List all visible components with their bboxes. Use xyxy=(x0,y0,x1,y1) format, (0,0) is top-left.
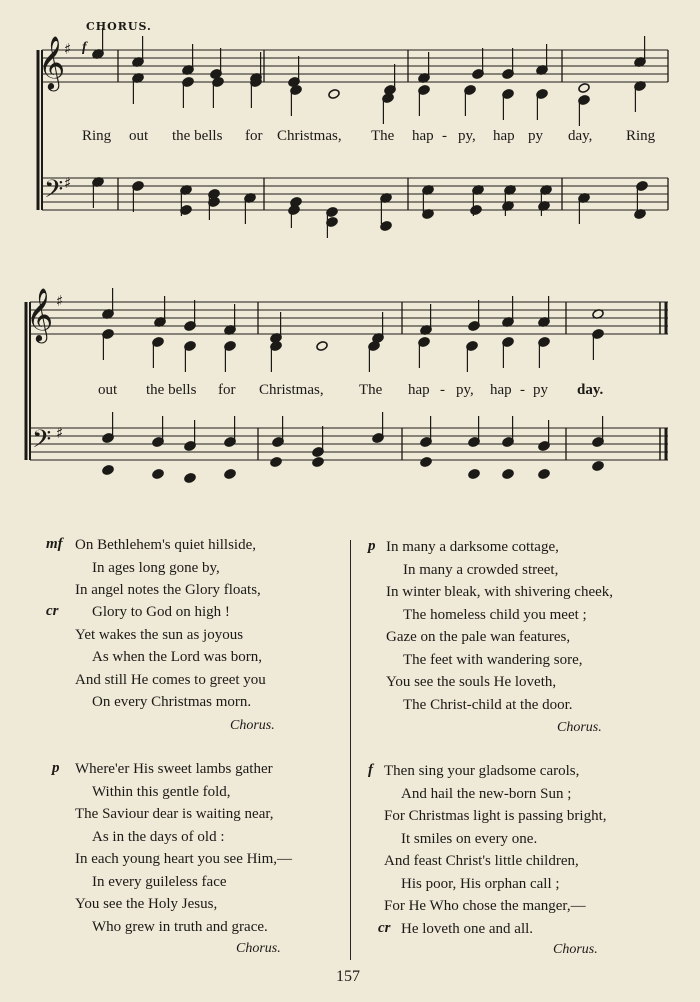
lyric-word: day, xyxy=(568,128,593,144)
note-head xyxy=(470,205,482,216)
verse-line: In angel notes the Glory floats, xyxy=(75,582,261,598)
note-head xyxy=(312,457,324,468)
chorus-tag: Chorus. xyxy=(553,942,598,957)
key-signature-sharp: ♯ xyxy=(64,40,72,58)
note-head xyxy=(152,469,164,480)
key-signature-sharp: ♯ xyxy=(56,292,64,310)
lyric-word: hap xyxy=(493,128,515,144)
verse-line: Where'er His sweet lambs gather xyxy=(75,761,273,777)
lyric-word: hap xyxy=(490,382,512,398)
verse-line: In winter bleak, with shivering cheek, xyxy=(386,584,614,600)
lyric-word: The xyxy=(359,382,383,398)
chorus-tag: Chorus. xyxy=(236,941,281,956)
column-divider xyxy=(350,540,351,960)
chorus-tag: Chorus. xyxy=(230,718,275,733)
lyric-word: - xyxy=(442,128,447,144)
lyric-word: day. xyxy=(577,382,604,398)
verse-line: His poor, His orphan call ; xyxy=(401,876,560,892)
verse-line: The Saviour dear is waiting near, xyxy=(75,806,274,822)
verse-line: Then sing your gladsome carols, xyxy=(384,763,580,779)
verse-line: The homeless child you meet ; xyxy=(403,607,587,623)
verse-line: The feet with wandering sore, xyxy=(403,652,583,668)
dynamic-mark: f xyxy=(368,762,373,778)
lyric-word: out xyxy=(129,128,149,144)
verse-line: And feast Christ's little children, xyxy=(384,853,579,869)
note-head xyxy=(538,469,550,480)
verse-line: Glory to God on high ! xyxy=(92,604,230,620)
forte-marking: f xyxy=(82,40,87,55)
verse-line: On every Christmas morn. xyxy=(92,694,252,710)
verse-line: In many a darksome cottage, xyxy=(386,539,559,555)
dynamic-mark: cr xyxy=(378,920,391,936)
lyric-word: py xyxy=(528,128,543,144)
verse-line: As in the days of old : xyxy=(92,829,225,845)
verse-line: In every guileless face xyxy=(92,874,227,890)
verse-line: Who grew in truth and grace. xyxy=(92,919,268,935)
verse-line: In each young heart you see Him,— xyxy=(75,851,293,867)
chorus-tag: Chorus. xyxy=(557,720,602,735)
lyric-word: The xyxy=(371,128,395,144)
lyric-word: Christmas, xyxy=(259,382,324,398)
verse-line: Gaze on the pale wan features, xyxy=(386,629,571,645)
bass-clef: 𝄢 xyxy=(32,425,52,460)
lyric-word: Christmas, xyxy=(277,128,342,144)
note-head xyxy=(102,465,114,476)
dynamic-mark: p xyxy=(52,760,60,776)
lyric-word: hap xyxy=(412,128,434,144)
verse-line: For Christmas light is passing bright, xyxy=(384,808,607,824)
note-head xyxy=(328,89,340,100)
lyric-word: py, xyxy=(456,382,474,398)
note-head xyxy=(468,469,480,480)
key-signature-sharp: ♯ xyxy=(64,174,72,192)
lyric-word: the bells xyxy=(146,382,197,398)
note-head xyxy=(224,469,236,480)
verse-line: It smiles on every one. xyxy=(401,831,538,847)
dynamic-mark: mf xyxy=(46,536,63,552)
lyric-word: Ring xyxy=(626,128,656,144)
note-head xyxy=(502,469,514,480)
dynamic-mark: cr xyxy=(46,603,59,619)
verse-line: You see the Holy Jesus, xyxy=(75,896,218,912)
verse-line: He loveth one and all. xyxy=(401,921,534,937)
lyric-word: Ring xyxy=(82,128,112,144)
note-head xyxy=(184,473,196,484)
note-head xyxy=(420,457,432,468)
verse-line: Yet wakes the sun as joyous xyxy=(75,627,244,643)
verse-line: On Bethlehem's quiet hillside, xyxy=(75,537,257,553)
verse-line: The Christ-child at the door. xyxy=(403,697,573,713)
lyric-word: the bells xyxy=(172,128,223,144)
verse-line: Within this gentle fold, xyxy=(92,784,231,800)
note-head xyxy=(316,341,328,352)
key-signature-sharp: ♯ xyxy=(56,424,64,442)
note-head xyxy=(578,83,590,94)
dynamic-mark: p xyxy=(368,538,376,554)
verse-line: For He Who chose the manger,— xyxy=(384,898,586,914)
verse-line: In ages long gone by, xyxy=(92,560,220,576)
lyric-word: for xyxy=(218,382,236,398)
verse-line: As when the Lord was born, xyxy=(92,649,262,665)
lyric-word: out xyxy=(98,382,118,398)
verse-line: And still He comes to greet you xyxy=(75,672,266,688)
lyric-word: py xyxy=(533,382,548,398)
treble-clef: 𝄞 xyxy=(26,287,54,341)
lyric-word: - xyxy=(440,382,445,398)
verse-line: And hail the new-born Sun ; xyxy=(401,786,572,802)
chorus-heading: CHORUS. xyxy=(86,20,152,33)
page-number: 157 xyxy=(336,968,360,985)
note-head xyxy=(288,205,300,216)
treble-clef: 𝄞 xyxy=(38,35,66,89)
lyric-word: for xyxy=(245,128,263,144)
verse-line: In many a crowded street, xyxy=(403,562,559,578)
bass-clef: 𝄢 xyxy=(44,175,64,210)
note-head xyxy=(592,461,604,472)
note-head xyxy=(270,457,282,468)
lyric-word: py, xyxy=(458,128,476,144)
lyric-word: - xyxy=(520,382,525,398)
lyric-word: hap xyxy=(408,382,430,398)
verse-line: You see the souls He loveth, xyxy=(386,674,557,690)
